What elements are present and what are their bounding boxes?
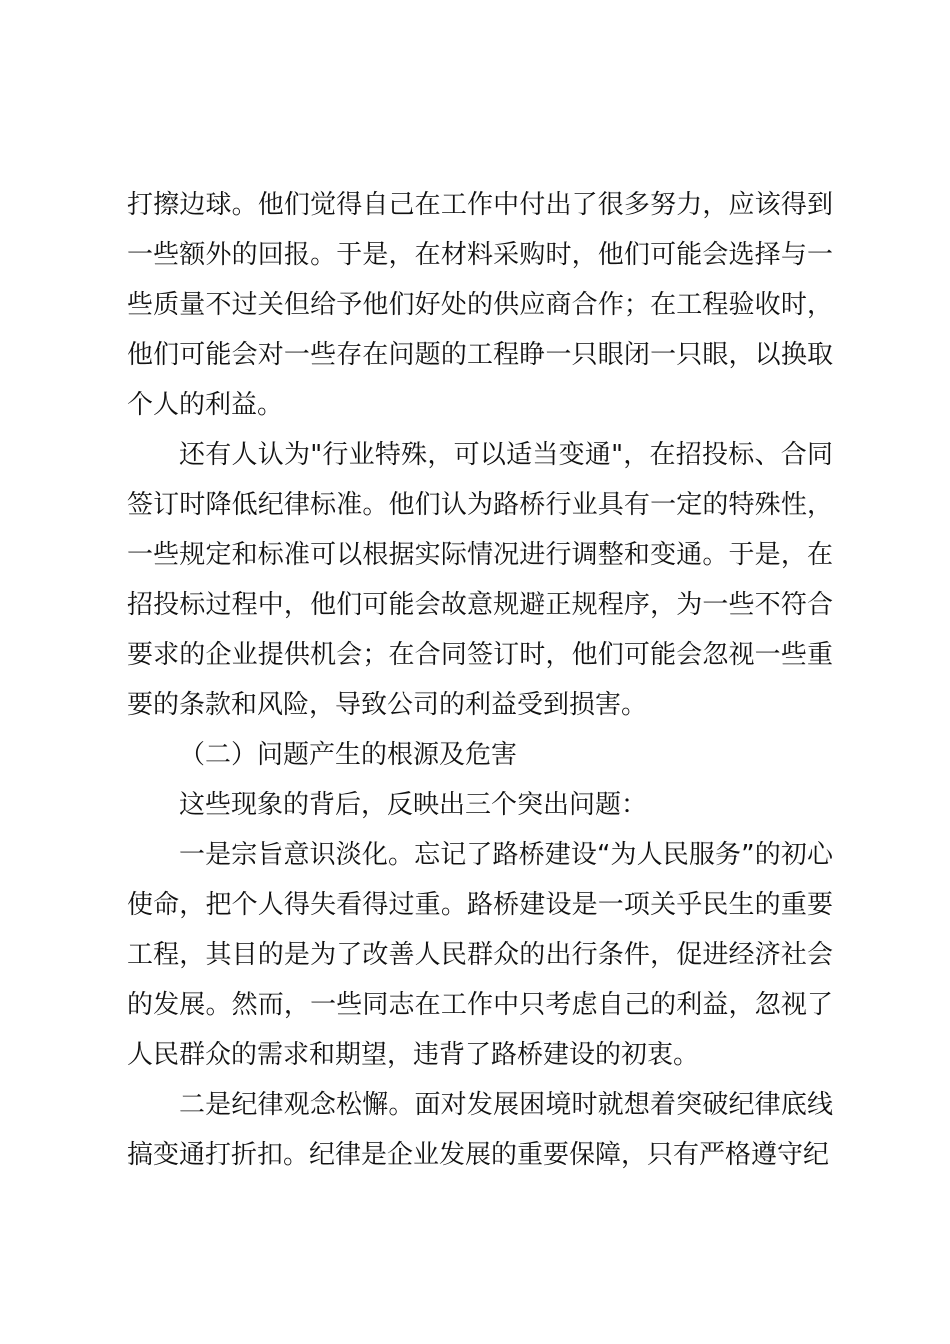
paragraph-5: 二是纪律观念松懈。面对发展困境时就想着突破纪律底线搞变通打折扣。纪律是企业发展的重要保障，只有严格遵守纪 bbox=[127, 1090, 833, 1170]
paragraph-1: 打擦边球。他们觉得自己在工作中付出了很多努力，应该得到一些额外的回报。于是，在材料采购时，他们可能会选择与一些质量不过关但给予他们好处的供应商合作；在工程验收时，他们可能会对一些存在问题的工程睁一只眼闭一只眼，以换取个人的利益。 bbox=[127, 190, 833, 420]
paragraph-4: 一是宗旨意识淡化。忘记了路桥建设“为人民服务”的初心使命，把个人得失看得过重。路桥建设是一项关乎民生的重要工程，其目的是为了改善人民群众的出行条件，促进经济社会的发展。然而，一些同志在工作中只考虑自己的利益，忽视了人民群众的需求和期望，违背了路桥建设的初衷。 bbox=[127, 840, 833, 1070]
document-body bbox=[127, 180, 833, 1180]
paragraph-2: 还有人认为"行业特殊，可以适当变通"，在招投标、合同签订时降低纪律标准。他们认为路桥行业具有一定的特殊性，一些规定和标准可以根据实际情况进行调整和变通。于是，在招投标过程中，他们可能会故意规避正规程序，为一些不符合要求的企业提供机会；在合同签订时，他们可能会忽视一些重要的条款和风险，导致公司的利益受到损害。 bbox=[127, 440, 833, 720]
section-heading: （二）问题产生的根源及危害 bbox=[179, 740, 518, 770]
paragraph-3: 这些现象的背后，反映出三个突出问题： bbox=[179, 790, 648, 820]
